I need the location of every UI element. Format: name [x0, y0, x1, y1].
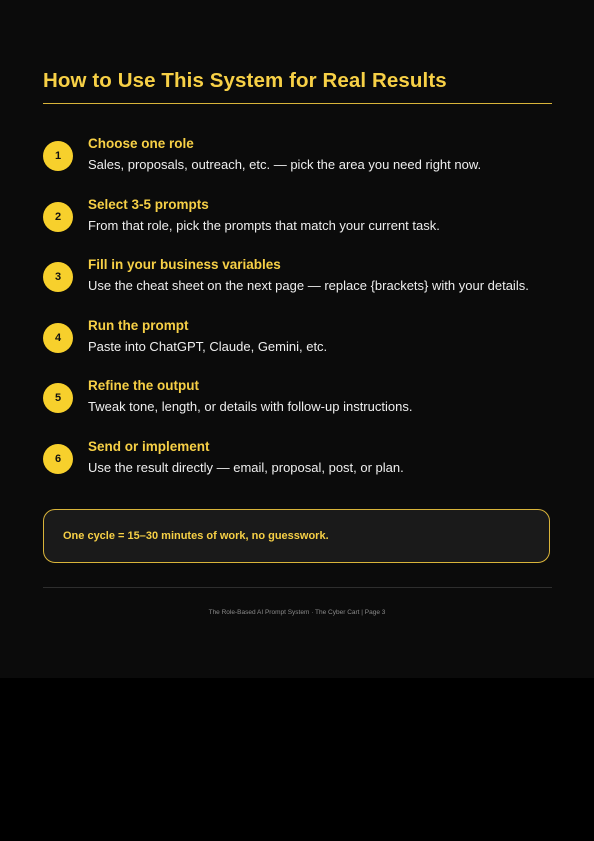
- step-item: [43, 256, 563, 317]
- step-description: From that role, pick the prompts that match your current task.: [88, 217, 440, 233]
- step-title: Run the prompt: [88, 317, 189, 333]
- step-description: Use the result directly — email, proposal, post, or plan.: [88, 459, 404, 475]
- step-title: Refine the output: [88, 378, 199, 394]
- title-divider: [43, 103, 552, 104]
- step-item: [43, 196, 563, 257]
- step-title: Select 3-5 prompts: [88, 196, 209, 212]
- step-number-badge: 5: [43, 383, 73, 413]
- step-description: Paste into ChatGPT, Claude, Gemini, etc.: [88, 338, 328, 354]
- step-number-badge: 2: [43, 202, 73, 232]
- step-item: [43, 377, 563, 438]
- page-footer: The Role-Based AI Prompt System · The Cyber Cart | Page 3: [208, 609, 386, 616]
- page-title: How to Use This System for Real Results: [43, 69, 447, 92]
- step-title: Send or implement: [88, 438, 210, 454]
- summary-callout: [43, 509, 550, 563]
- step-item: [43, 135, 563, 196]
- step-item: [43, 317, 563, 378]
- step-number-badge: 1: [43, 141, 73, 171]
- step-item: [43, 438, 563, 499]
- steps-list: [43, 135, 563, 499]
- step-title: Choose one role: [88, 136, 194, 151]
- callout-text: One cycle = 15–30 minutes of work, no guesswork.: [63, 530, 329, 542]
- step-number-badge: 3: [43, 262, 73, 292]
- step-description: Use the cheat sheet on the next page — replace {brackets} with your details.: [88, 278, 529, 294]
- step-description: Tweak tone, length, or details with follow-up instructions.: [88, 399, 413, 415]
- footer-divider: [43, 587, 552, 588]
- step-number-badge: 4: [43, 323, 73, 353]
- step-number-badge: 6: [43, 444, 73, 474]
- step-title: Fill in your business variables: [88, 257, 281, 273]
- step-description: Sales, proposals, outreach, etc. — pick the area you need right now.: [88, 157, 482, 172]
